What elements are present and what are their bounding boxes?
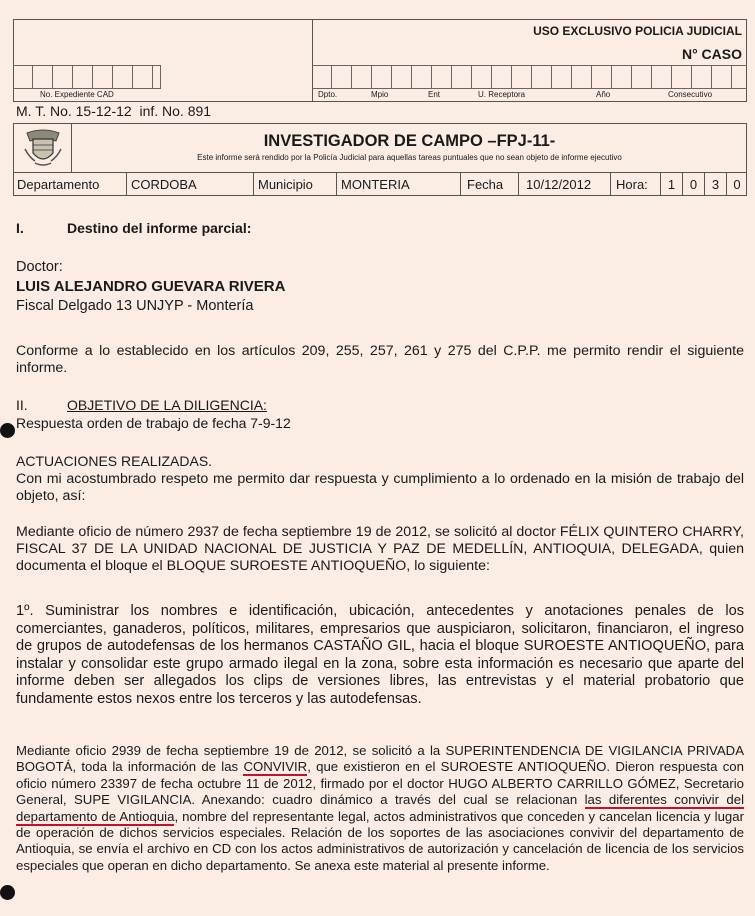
form-subtitle: Este informe será rendido por la Policía Judicial para aquellas tareas puntuales que no sean objeto de informe ejecutivo — [197, 153, 622, 162]
section2-heading: OBJETIVO DE LA DILIGENCIA: — [67, 397, 267, 413]
p4-underlined-convivir-antioquia: las diferentes convivir del departamento de Antioquia — [16, 792, 744, 824]
header-divider — [312, 19, 313, 102]
hora-digit-3: 3 — [711, 177, 720, 192]
actuaciones-paragraph-1: Con mi acostumbrado respeto me permito dar respuesta y cumplimiento a lo ordenado en la misión de trabajo del objeto, así: — [16, 471, 744, 504]
hora-label: Hora: — [616, 177, 648, 192]
row-divider-3 — [336, 173, 337, 196]
hora-digit-4: 0 — [733, 177, 741, 192]
case-number-cells — [312, 65, 747, 89]
uso-exclusivo-label: USO EXCLUSIVO POLICIA JUDICIAL — [533, 24, 742, 38]
n-caso-label: N° CASO — [681, 46, 742, 62]
case-field-dpto: Dpto. — [318, 90, 338, 99]
row-divider-2 — [253, 173, 254, 196]
salutation: Doctor: — [16, 259, 63, 275]
municipio-value: MONTERIA — [341, 177, 410, 192]
row-divider-6 — [610, 173, 611, 196]
addressee-role: Fiscal Delgado 13 UNJYP - Montería — [16, 298, 254, 314]
actuaciones-paragraph-3: 1º. Suministrar los nombres e identificación, ubicación, antecedentes y anotaciones penales de los comerciantes, ganaderos, políticos, militares, empresarios que auspiciaron, solicitaron, financiaron, el ingreso de grupos de autodefensas de los hermanos CASTAÑO GIL, hacia el bloque SUROESTE ANTIOQUEÑO, para instalar y consolidar este grupo armado ilegal en la zona, sobre esta información es necesario que aparte del informe deben ser allegados los clips de versiones libres, las entrevistas y el material probatorio que fundamente estos nexos entre los terceros y las autodefensas. — [16, 603, 744, 707]
no-expediente-label: No. Expediente CAD — [40, 90, 114, 99]
coat-of-arms-icon — [21, 127, 65, 169]
form-title: INVESTIGADOR DE CAMPO –FPJ-11- — [263, 132, 556, 150]
case-field-consecutivo: Consecutivo — [668, 90, 713, 99]
p4-part-a: Mediante oficio 2939 de fecha septiembre 19 de 2012, se solicitó a la SUPERINTENDENCIA DE VIGILANCIA PRIVADA BOGOTÁ, toda la información de las — [16, 743, 744, 775]
case-field-ano: Año — [596, 90, 611, 99]
row-divider-1 — [126, 173, 127, 196]
p4-part-c: , nombre del representante legal, actos administrativos que conceden y cancelan licencia y lugar de operación de dichos servicios especiales. Relación de los soportes de las asociaciones convivir del departamento de Antioquia, se envía el archivo en CD con los actos administrativos de autorización y cancelación de licencia de los servicios especiales que operan en dicho departamento. Se anexa este material al presente informe. — [16, 808, 744, 873]
expediente-cells — [13, 65, 161, 89]
objective-text: Respuesta orden de trabajo de fecha 7-9-12 — [16, 415, 291, 431]
intro-paragraph: Conforme a lo establecido en los artículos 209, 255, 257, 261 y 275 del C.P.P. me permito rendir el siguiente informe. — [16, 343, 744, 376]
case-field-mpio: Mpio — [371, 90, 389, 99]
section2-number: II. — [16, 397, 28, 413]
actuaciones-paragraph-4 — [16, 743, 744, 874]
bullet-dot-1 — [0, 423, 15, 438]
row-divider-5 — [518, 173, 519, 196]
case-field-u-receptora: U. Receptora — [478, 90, 526, 99]
actuaciones-paragraph-2: Mediante oficio de número 2937 de fecha septiembre 19 de 2012, se solicitó al doctor FÉLIX QUINTERO CHARRY, FISCAL 37 DE LA UNIDAD NACIONAL DE JUSTICIA Y PAZ DE MEDELLÍN, ANTIOQUIA, DELEGADA, quien documenta el bloque el BLOQUE SUROESTE ANTIOQUEÑO, lo siguiente: — [16, 524, 744, 574]
section1-number: I. — [16, 220, 24, 236]
hora-digit-1: 1 — [667, 177, 676, 192]
row-divider-4 — [460, 173, 461, 196]
departamento-value: CORDOBA — [131, 177, 197, 192]
section1-heading: Destino del informe parcial: — [67, 220, 252, 236]
reference-line: M. T. No. 15-12-12 inf. No. 891 — [16, 103, 212, 119]
case-field-ent: Ent — [428, 90, 441, 99]
p4-underlined-convivir: CONVIVIR — [243, 759, 308, 775]
departamento-label: Departamento — [17, 177, 100, 192]
fecha-value: 10/12/2012 — [526, 177, 592, 192]
addressee-name: LUIS ALEJANDRO GUEVARA RIVERA — [16, 278, 286, 295]
actuaciones-heading: ACTUACIONES REALIZADAS. — [16, 453, 213, 469]
fecha-label: Fecha — [467, 177, 504, 192]
p4-part-b: , que existieron en el SUROESTE ANTIOQUEÑO. Dieron respuesta con oficio número 23397 de fecha octubre 11 de 2012, firmado por el doctor HUGO ALBERTO CARRILLO GÓMEZ, Secretario General, SUPE VIGILANCIA. Anexando: cuadro dinámico a través del cual se relacionan — [16, 759, 744, 808]
municipio-label: Municipio — [258, 177, 313, 192]
bullet-dot-2 — [0, 885, 15, 900]
hora-digit-2: 0 — [689, 177, 698, 192]
